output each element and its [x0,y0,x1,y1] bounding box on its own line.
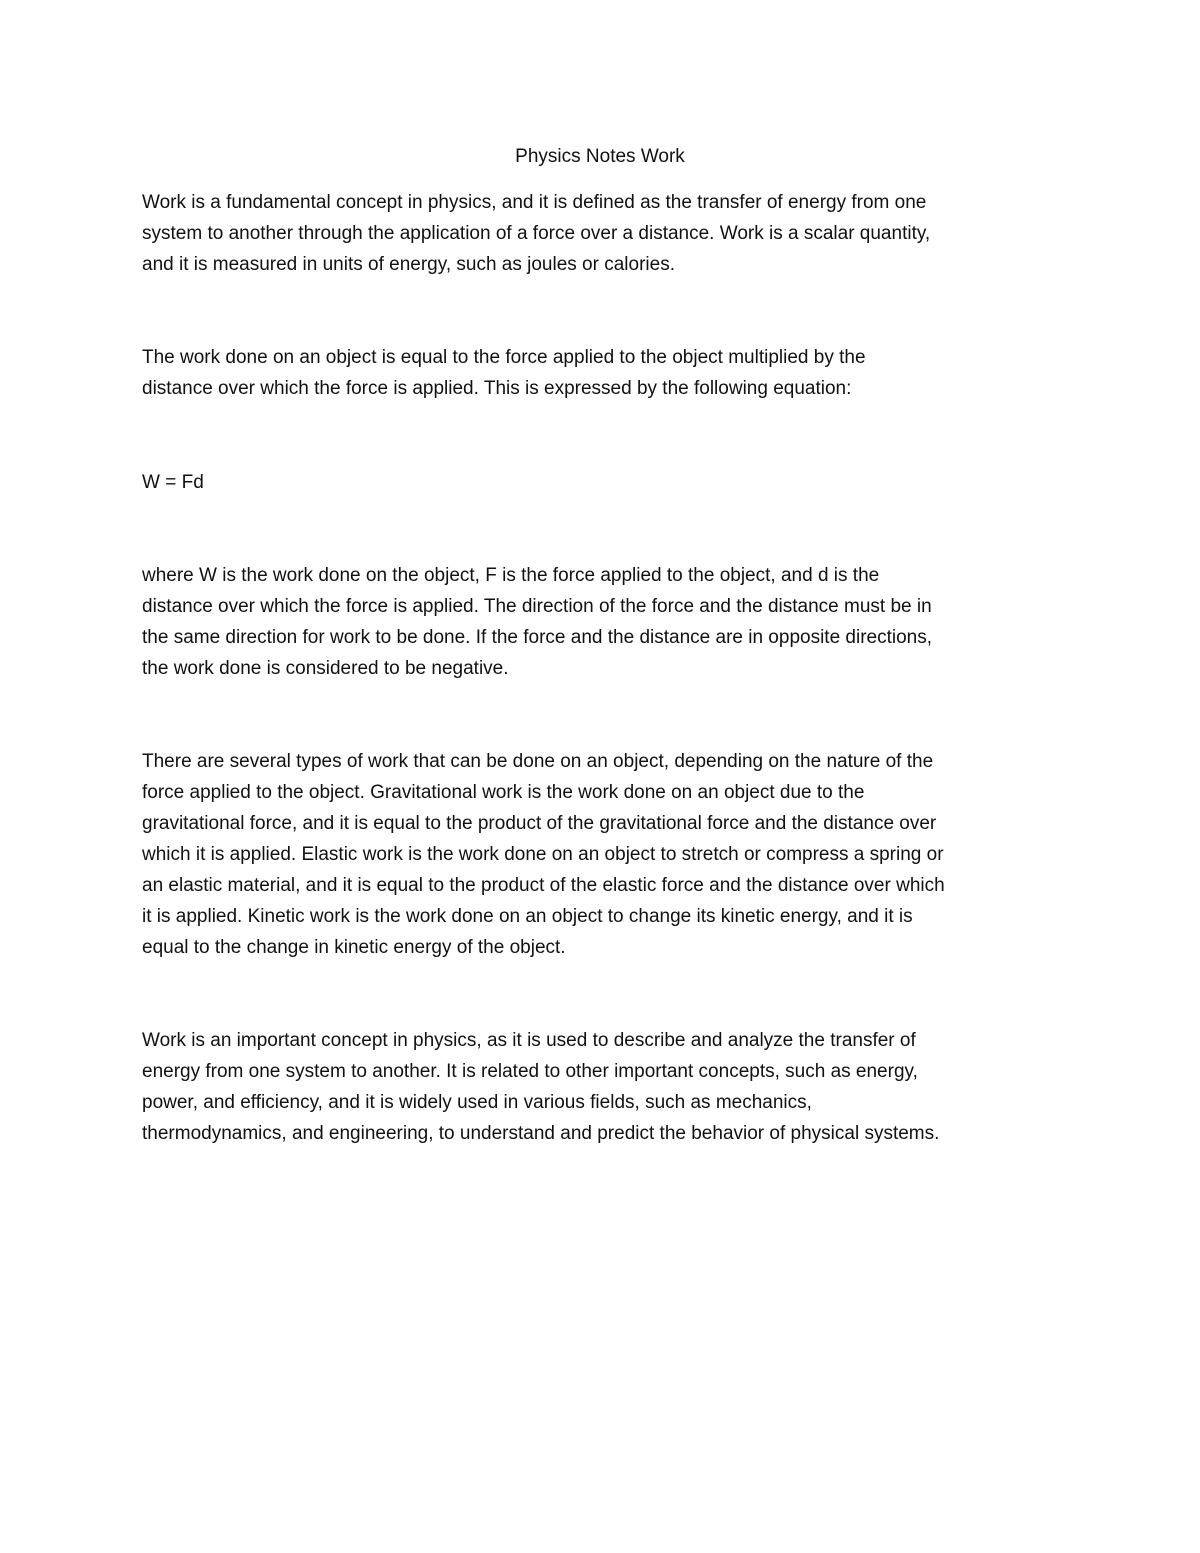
paragraph-work-definition: Work is a fundamental concept in physics, and it is defined as the transfer of energy from one system to another through the application of a force over a distance. Work is a scalar quantity, and it is measured in units of energy, such as joules or calories. [142,192,931,275]
paragraph-equation-explanation: where W is the work done on the object, F is the force applied to the object, and d is the distance over which the force is applied. The direction of the force and the distance must be in the same direction for work to be done. If the force and the distance are in opposite directions, the work done is considered to be negative. [142,565,933,679]
paragraph-work-equation-intro: The work done on an object is equal to the force applied to the object multiplied by the distance over which the force is applied. This is expressed by the following equation: [142,347,866,399]
document-title: Physics Notes Work [515,146,685,167]
equation-work: W = Fd [142,472,204,493]
paragraph-importance-of-work: Work is an important concept in physics, as it is used to describe and analyze the transfer of energy from one system to another. It is related to other important concepts, such as energy, power, and efficiency, and it is widely used in various fields, such as mechanics, thermodynamics, and engineering, to understand and predict the behavior of physical systems. [142,1030,940,1144]
paragraph-types-of-work: There are several types of work that can be done on an object, depending on the nature of the force applied to the object. Gravitational work is the work done on an object due to the gravitational force, and it is equal to the product of the gravitational force and the distance over which it is applied. Elastic work is the work done on an object to stretch or compress a spring or an elastic material, and it is equal to the product of the elastic force and the distance over which it is applied. Kinetic work is the work done on an object to change its kinetic energy, and it is equal to the change in kinetic energy of the object. [142,751,945,958]
